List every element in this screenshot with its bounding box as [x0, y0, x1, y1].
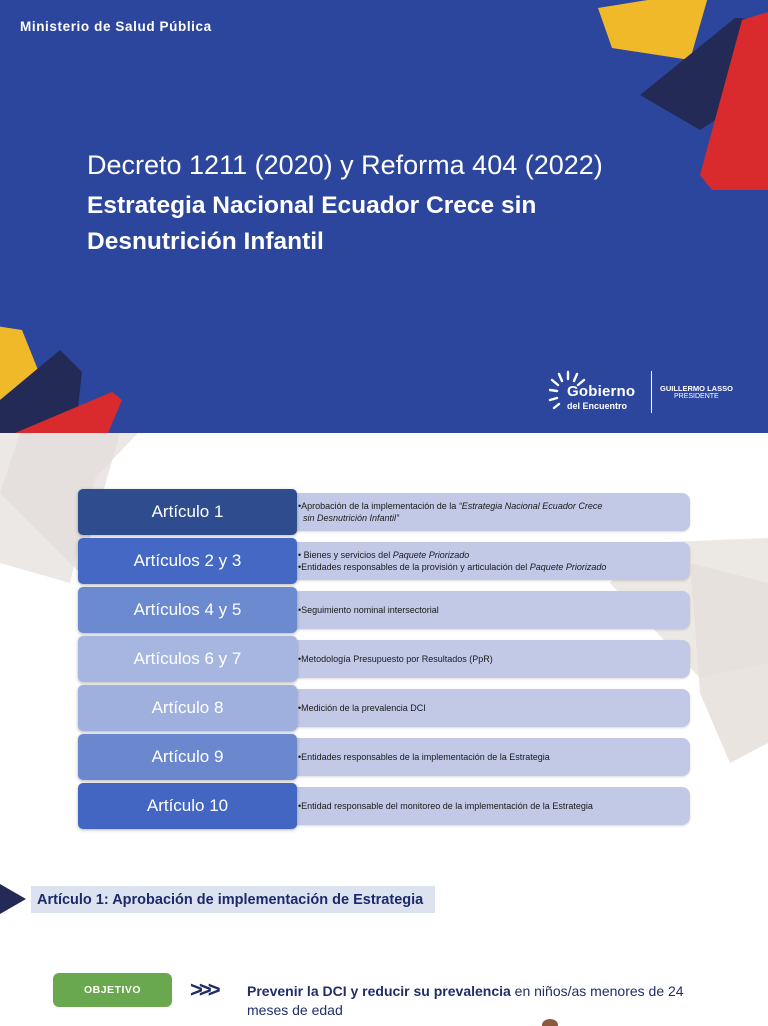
article-label: Artículo 10	[78, 783, 297, 829]
section-arrow-icon	[0, 884, 26, 914]
article-label: Artículo 9	[78, 734, 297, 780]
article-row	[78, 734, 692, 778]
title-banner	[0, 0, 768, 433]
article-description	[290, 493, 690, 531]
logo-encuentro-text: del Encuentro	[567, 401, 628, 411]
bullet-icon: •	[298, 605, 302, 615]
article-row	[78, 489, 692, 533]
bullet-icon: •	[298, 501, 302, 511]
president-role: PRESIDENTE	[674, 393, 719, 400]
description-line	[298, 549, 690, 561]
description-text: Entidades responsables de la provisión y articulación del	[301, 562, 530, 572]
description-line	[298, 561, 690, 573]
objective-bold: Prevenir la DCI y reducir su prevalencia	[247, 983, 511, 999]
ministry-name: Ministerio de Salud Pública	[20, 19, 212, 34]
article-label: Artículos 2 y 3	[78, 538, 297, 584]
article-description	[290, 542, 690, 580]
bullet-icon: •	[298, 703, 302, 713]
description-text: Medición de la prevalencia DCI	[301, 703, 426, 713]
description-italic: “Estrategia Nacional Ecuador Crece	[458, 501, 603, 511]
article-row	[78, 636, 692, 680]
description-italic: Paquete Priorizado	[392, 550, 470, 560]
description-text: Metodología Presupuesto por Resultados (PpR)	[301, 654, 493, 664]
description-italic: Paquete Priorizado	[529, 562, 607, 572]
figure-fragment	[540, 1016, 560, 1026]
strategy-title: Estrategia Nacional Ecuador Crece sin Desnutrición Infantil	[87, 192, 537, 255]
bullet-icon: •	[298, 801, 302, 811]
description-line	[298, 653, 690, 665]
article-label: Artículos 4 y 5	[78, 587, 297, 633]
article-label: Artículos 6 y 7	[78, 636, 297, 682]
description-line	[298, 604, 690, 616]
objective-badge: OBJETIVO	[53, 973, 172, 1007]
description-italic: sin Desnutrición Infantil”	[303, 513, 400, 523]
article-row	[78, 538, 692, 582]
article-row	[78, 783, 692, 827]
article-description	[290, 640, 690, 678]
article-description	[290, 738, 690, 776]
article-row	[78, 587, 692, 631]
logo-divider	[651, 371, 652, 413]
article-description	[290, 787, 690, 825]
objective-text	[247, 982, 707, 1020]
logo-gobierno-text: Gobierno	[567, 383, 636, 400]
section-title: Artículo 1: Aprobación de implementación de Estrategia	[31, 886, 435, 913]
article-row	[78, 685, 692, 729]
decree-title: Decreto 1211 (2020) y Reforma 404 (2022)	[87, 150, 603, 180]
article-label: Artículo 8	[78, 685, 297, 731]
description-text: Seguimiento nominal intersectorial	[301, 605, 439, 615]
description-line	[298, 800, 690, 812]
description-line	[298, 500, 690, 512]
description-text: Entidades responsables de la implementación de la Estrategia	[301, 752, 550, 762]
description-text: Entidad responsable del monitoreo de la implementación de la Estrategia	[301, 801, 593, 811]
article-description	[290, 591, 690, 629]
bullet-icon: •	[298, 654, 302, 664]
objective-rest: en niños/as menores de 24 meses de edad	[247, 983, 684, 1018]
bullet-icon: •	[298, 550, 302, 560]
article-description	[290, 689, 690, 727]
description-text: Bienes y servicios del	[301, 550, 393, 560]
description-line	[298, 512, 690, 524]
description-line	[298, 702, 690, 714]
bullet-icon: •	[298, 562, 302, 572]
yellow-shape	[598, 0, 710, 60]
description-text: Aprobación de la implementación de la	[301, 501, 459, 511]
description-line	[298, 751, 690, 763]
president-name: GUILLERMO LASSO	[660, 384, 733, 393]
bullet-icon: •	[298, 752, 302, 762]
article-label: Artículo 1	[78, 489, 297, 535]
chevrons-icon: >>>	[190, 977, 217, 1002]
